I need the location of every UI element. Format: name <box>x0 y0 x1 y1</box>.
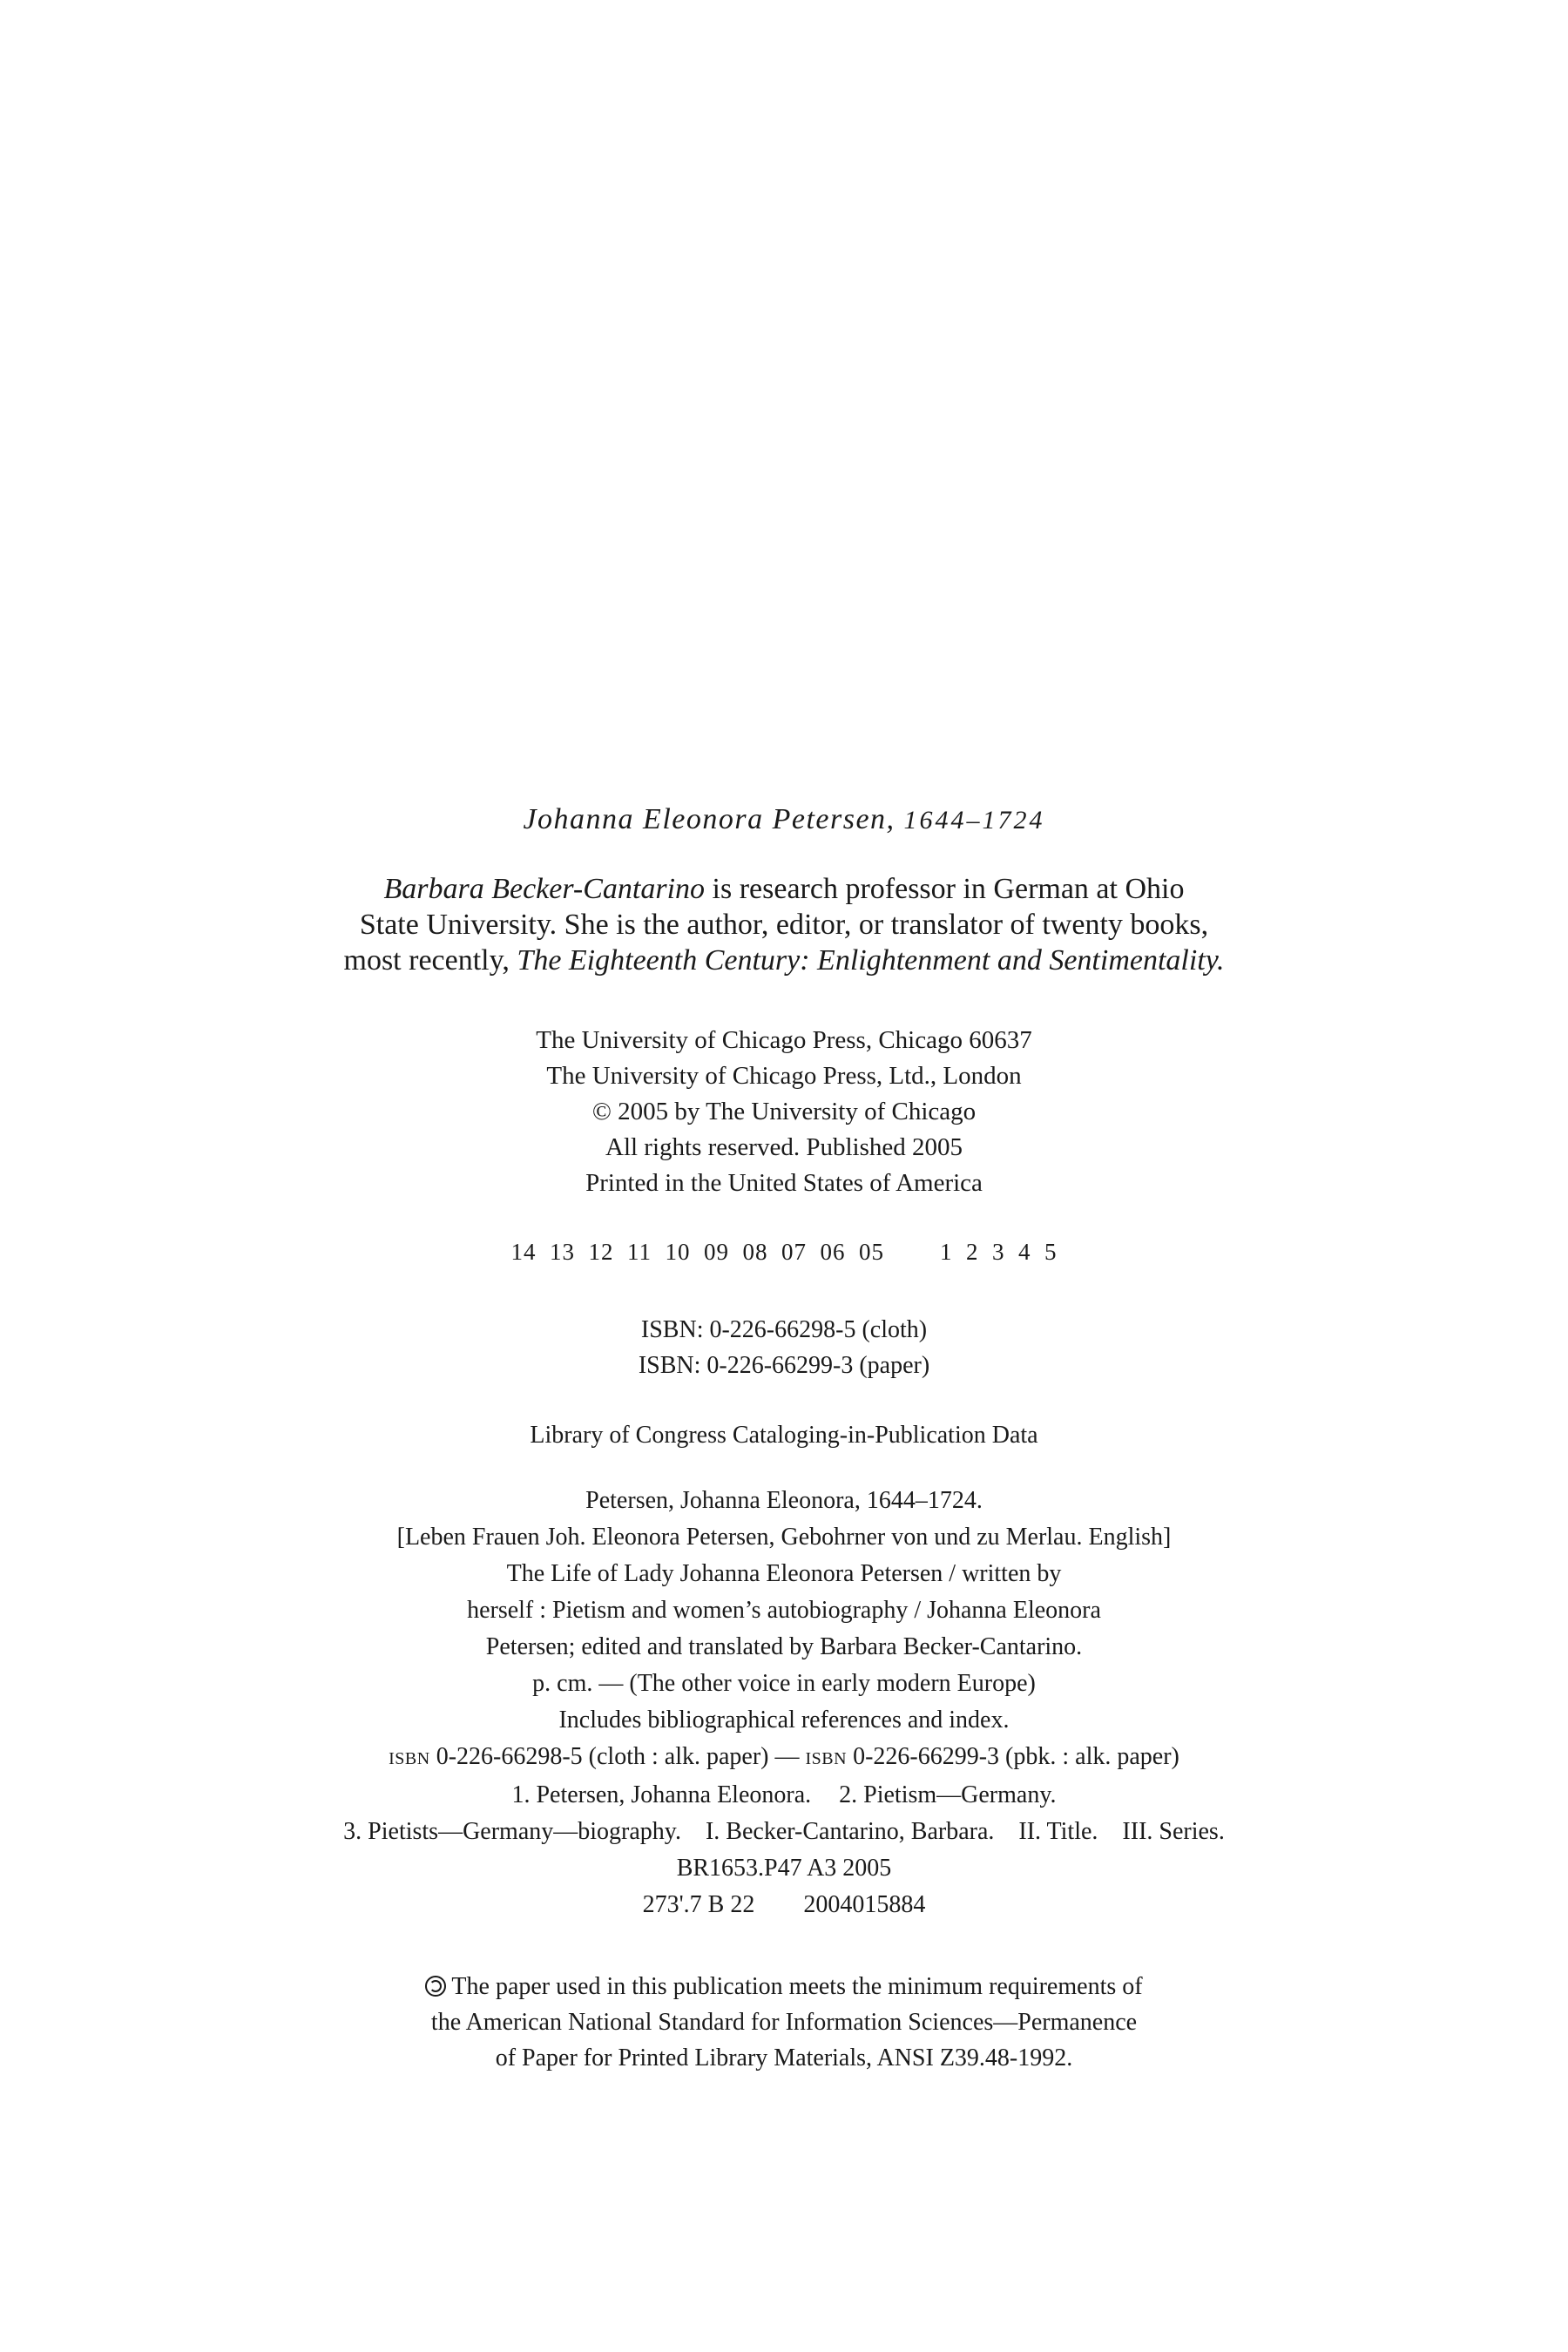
title-name: Johanna Eleonora Petersen, <box>523 803 896 835</box>
press-line: The University of Chicago Press, Ltd., London <box>546 1062 1022 1090</box>
cip-line: Includes bibliographical references and index. <box>558 1707 1010 1734</box>
cip-line: Petersen; edited and translated by Barbara Becker-Cantarino. <box>485 1633 1083 1660</box>
call-number: BR1653.P47 A3 2005 <box>676 1855 892 1882</box>
publisher-info <box>0 1023 1568 1201</box>
bio-line-1: is research professor in German at Ohio <box>705 873 1185 905</box>
bio-line-2: State University. She is the author, editor, or translator of twenty books, <box>359 909 1209 941</box>
recent-book-title: The Eighteenth Century: Enlightenment and Sentimentality. <box>517 944 1225 977</box>
paper-line: of Paper for Printed Library Materials, ANSI Z39.48-1992. <box>495 2044 1073 2072</box>
press-line: Printed in the United States of America <box>585 1169 983 1197</box>
cip-line: [Leben Frauen Joh. Eleonora Petersen, Gebohrner von und zu Merlau. English] <box>396 1524 1172 1551</box>
paper-permanence-notice <box>0 1969 1568 2076</box>
cip-line: Petersen, Johanna Eleonora, 1644–1724. <box>585 1487 983 1514</box>
book-title <box>0 803 1568 836</box>
title-dates: 1644–1724 <box>903 806 1045 835</box>
author-bio <box>0 871 1568 978</box>
isbn-cloth: ISBN: 0-226-66298-5 (cloth) <box>640 1316 928 1343</box>
paper-line: The paper used in this publication meets the minimum requirements of <box>451 1973 1143 2000</box>
cip-subjects-2: 3. Pietists—Germany—biography. I. Becker-Cantarino, Barbara. II. Title. III. Series. <box>343 1818 1225 1845</box>
isbn-label: ISBN <box>389 1749 430 1768</box>
press-line: The University of Chicago Press, Chicago 60637 <box>536 1026 1032 1054</box>
cip-line: p. cm. — (The other voice in early modern Europe) <box>532 1670 1036 1697</box>
press-line: All rights reserved. Published 2005 <box>605 1133 963 1161</box>
printer-key-impressions: 1 2 3 4 5 <box>940 1239 1058 1265</box>
recycled-paper-icon <box>425 1976 446 1997</box>
isbn-label: ISBN <box>805 1749 848 1768</box>
cip-isbn-line: ISBN 0-226-66298-5 (cloth : alk. paper) — ISBN 0-226-66299-3 (pbk. : alk. paper) <box>389 1743 1179 1770</box>
printer-key-years: 14 13 12 11 10 09 08 07 06 05 <box>510 1239 884 1265</box>
press-line: © 2005 by The University of Chicago <box>591 1098 977 1125</box>
printer-key <box>0 1239 1568 1266</box>
cip-data <box>0 1483 1568 1923</box>
cip-subjects-1: 1. Petersen, Johanna Eleonora. 2. Pietism—Germany. <box>511 1781 1057 1808</box>
dewey-number: 273'.7 B 22 <box>642 1891 755 1918</box>
cip-heading: Library of Congress Cataloging-in-Publication Data <box>530 1422 1038 1449</box>
lccn: 2004015884 <box>803 1891 926 1918</box>
bio-line-3: most recently, <box>343 944 517 977</box>
isbn-block <box>0 1312 1568 1383</box>
isbn-paper: ISBN: 0-226-66299-3 (paper) <box>638 1352 930 1379</box>
cip-line: herself : Pietism and women’s autobiography / Johanna Eleonora <box>467 1597 1101 1624</box>
author-name: Barbara Becker-Cantarino <box>383 873 706 905</box>
cip-line: The Life of Lady Johanna Eleonora Petersen / written by <box>506 1560 1062 1587</box>
classification-line <box>0 1887 1568 1923</box>
paper-line: the American National Standard for Information Sciences—Permanence <box>430 2009 1138 2036</box>
